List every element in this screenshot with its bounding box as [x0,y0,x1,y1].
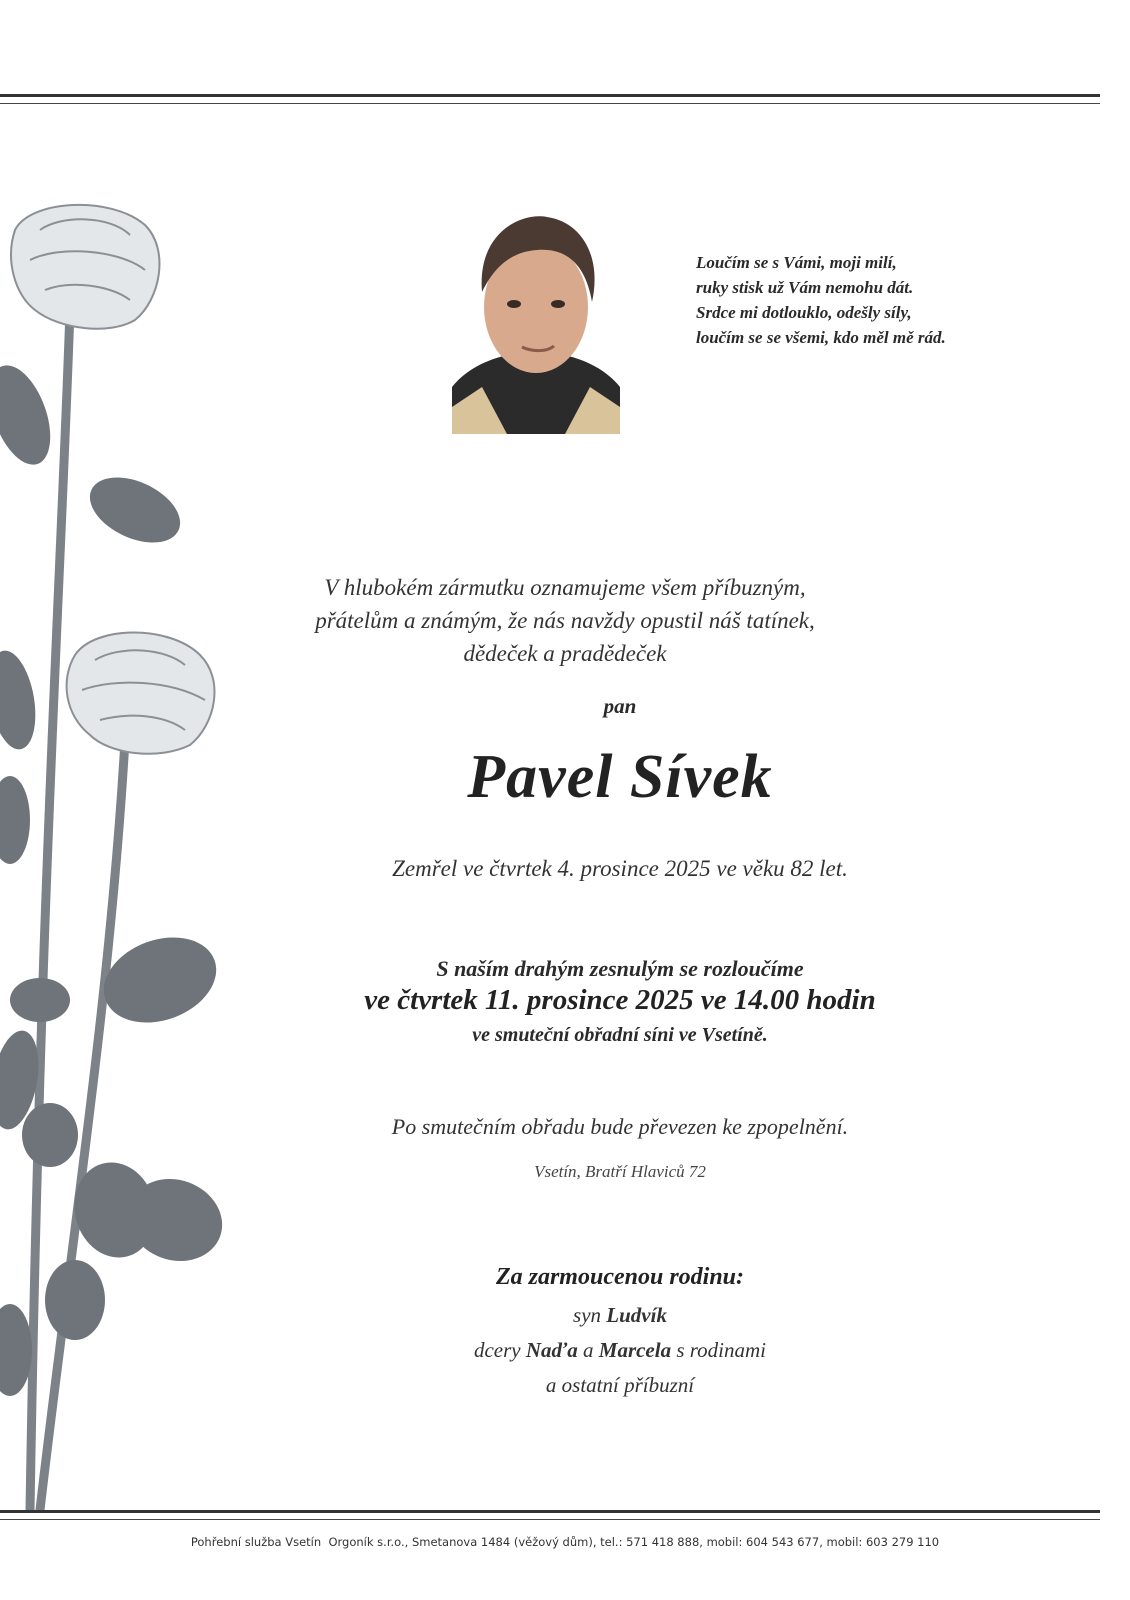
intro-line: přátelům a známým, že nás navždy opustil náš tatínek, [315,608,815,633]
funeral-place: ve smuteční obřadní síni ve Vsetíně. [472,1024,768,1046]
cremation-note: Po smutečním obřadu bude převezen ke zpopelnění. [391,1114,849,1139]
poem-line: ruky stisk už Vám nemohu dát. [696,278,914,297]
family-others: a ostatní příbuzní [545,1373,695,1397]
family-heading: Za zarmoucenou rodinu: [495,1264,745,1290]
death-date: Zemřel ve čtvrtek 4. prosince 2025 ve věku 82 let. [392,856,848,881]
deceased-name: Pavel Sívek [467,743,773,811]
family-address: Vsetín, Bratří Hlaviců 72 [534,1162,706,1181]
intro-line: V hlubokém zármutku oznamujeme všem příbuzným, [324,575,806,600]
funeral-date-time: ve čtvrtek 11. prosince 2025 ve 14.00 hodin [364,984,876,1016]
top-rule [0,94,1100,104]
poem-line: Srdce mi dotlouklo, odešly síly, [696,303,912,322]
poem-line: loučím se se všemi, kdo měl mě rád. [696,328,946,347]
portrait-photo [452,212,620,434]
farewell-poem [696,250,1026,350]
family-list [0,1298,1130,1403]
funeral-service-footer [0,1535,1130,1549]
announcement-intro [0,571,1130,670]
bottom-rule [0,1510,1100,1520]
intro-line: dědeček a pradědeček [463,641,667,666]
honorific: pan [603,694,637,718]
poem-line: Loučím se s Vámi, moji milí, [696,253,897,272]
footer-text: Pohřební služba Vsetín Orgoník s.r.o., Smetanova 1484 (věžový dům), tel.: 571 418 888, mobil: 604 543 677, mobil: 603 279 110 [190,1535,940,1549]
family-daughters: dcery Naďa a Marcela s rodinami [473,1338,766,1362]
funeral-line-1: S naším drahým zesnulým se rozloučíme [436,956,804,981]
family-son: syn Ludvík [573,1303,667,1327]
